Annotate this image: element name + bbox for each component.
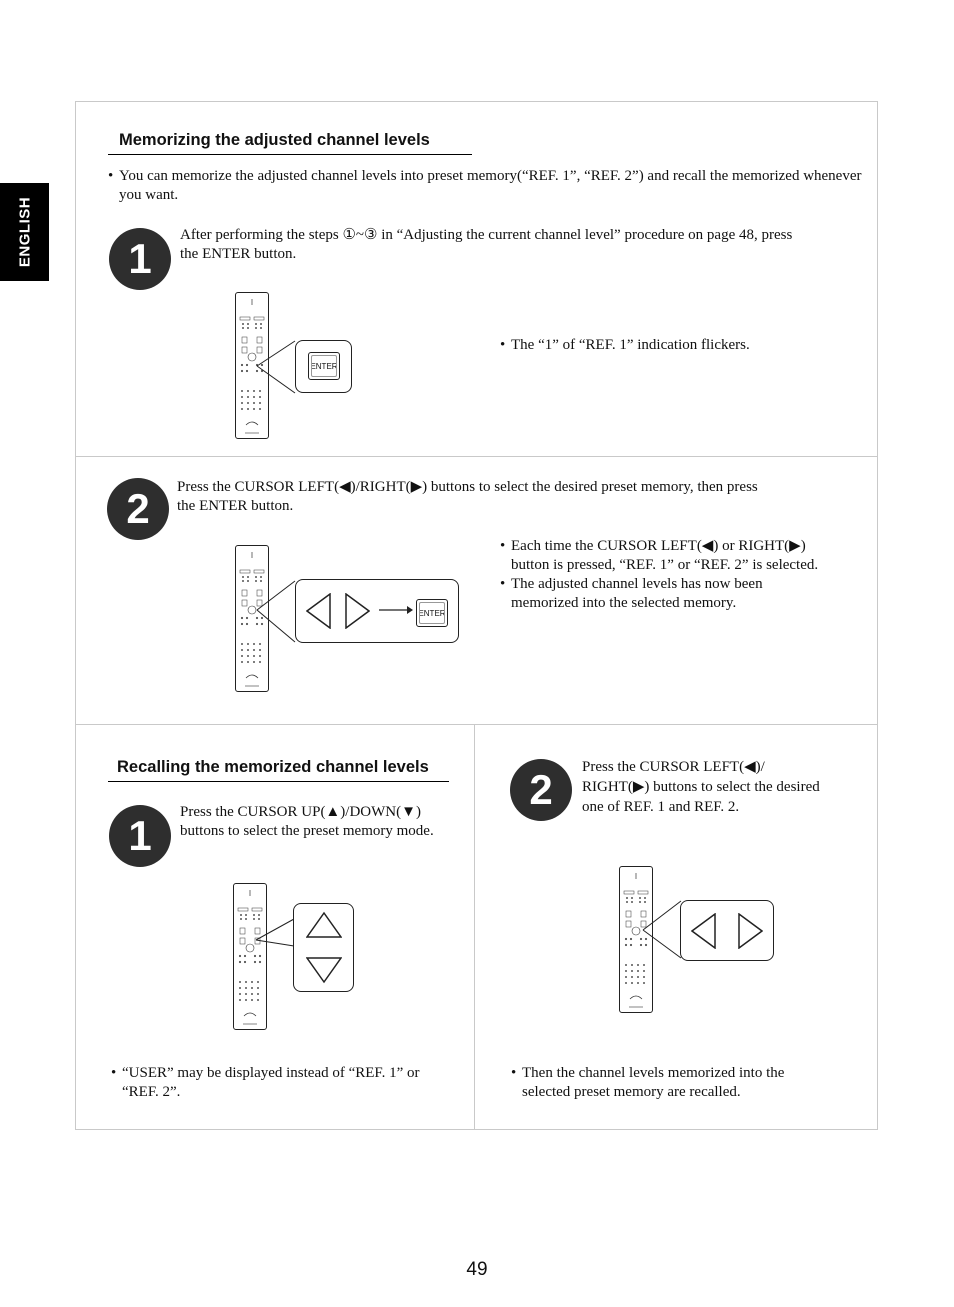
cursor-up-down-callout bbox=[293, 903, 354, 992]
step-note-line: “REF. 2”. bbox=[122, 1084, 181, 1100]
step-instruction-line: Press the CURSOR LEFT(◀)/ bbox=[582, 759, 765, 775]
step-note bbox=[511, 1064, 872, 1102]
step-note-line: • The adjusted channel levels has now been bbox=[511, 576, 763, 592]
step-number: 2 bbox=[107, 478, 169, 540]
step-note-line: • Each time the CURSOR LEFT(◀) or RIGHT(▶) bbox=[511, 538, 806, 554]
cursor-down-icon bbox=[306, 956, 342, 984]
section-heading-recalling: Recalling the memorized channel levels bbox=[108, 758, 449, 782]
step-note-line: memorized into the selected memory. bbox=[511, 595, 737, 611]
cursor-left-icon bbox=[306, 593, 332, 629]
step-note-line: button is pressed, “REF. 1” or “REF. 2” is selected. bbox=[511, 557, 819, 573]
step-instruction-line: RIGHT(▶) buttons to select the desired bbox=[582, 779, 820, 795]
step-instruction-line: the ENTER button. bbox=[177, 498, 294, 514]
enter-key-icon: ENTER bbox=[308, 352, 340, 380]
step-note-line: selected preset memory are recalled. bbox=[522, 1084, 741, 1100]
step-instruction bbox=[177, 478, 857, 516]
step-number: 1 bbox=[109, 805, 171, 867]
step-note: • The “1” of “REF. 1” indication flickers. bbox=[500, 336, 871, 355]
cursor-enter-callout bbox=[295, 579, 459, 643]
callout-leader bbox=[255, 340, 297, 396]
step-number: 1 bbox=[109, 228, 171, 290]
step-note-line: • “USER” may be displayed instead of “REF. 1” or bbox=[122, 1065, 420, 1081]
cursor-right-icon bbox=[737, 913, 763, 949]
step-instruction-line: Press the CURSOR LEFT(◀)/RIGHT(▶) buttons to select the desired preset memory, then press bbox=[177, 479, 758, 495]
step-instruction-line: Press the CURSOR UP(▲)/DOWN(▼) bbox=[180, 804, 421, 820]
divider bbox=[76, 456, 877, 457]
enter-key-icon: ENTER bbox=[416, 599, 448, 627]
language-tab bbox=[0, 183, 49, 281]
step-note bbox=[500, 537, 871, 575]
step-instruction bbox=[180, 226, 860, 264]
cursor-right-icon bbox=[344, 593, 370, 629]
intro-text: • You can memorize the adjusted channel levels into preset memory(“REF. 1”, “REF. 2”) and recall the memorized whenever you want. bbox=[108, 167, 864, 205]
step-note bbox=[111, 1064, 472, 1102]
step-instruction-line: After performing the steps ①~③ in “Adjusting the current channel level” procedure on page 48, press bbox=[180, 227, 793, 243]
step-note-line: • Then the channel levels memorized into the bbox=[522, 1065, 785, 1081]
cursor-up-icon bbox=[306, 911, 342, 939]
step-instruction bbox=[180, 803, 465, 841]
enter-callout bbox=[295, 340, 352, 393]
cursor-left-icon bbox=[691, 913, 717, 949]
step-instruction bbox=[582, 757, 862, 817]
callout-leader bbox=[641, 900, 683, 960]
section-heading-memorizing: Memorizing the adjusted channel levels bbox=[108, 131, 472, 155]
arrow-right-icon bbox=[378, 604, 414, 616]
column-divider bbox=[474, 725, 475, 1129]
step-instruction-line: buttons to select the preset memory mode. bbox=[180, 823, 434, 839]
step-note bbox=[500, 575, 871, 613]
cursor-left-right-callout bbox=[680, 900, 774, 961]
page-number: 49 bbox=[466, 1259, 488, 1280]
step-number: 2 bbox=[510, 759, 572, 821]
divider bbox=[76, 724, 877, 725]
callout-leader bbox=[254, 918, 296, 948]
step-instruction-line: the ENTER button. bbox=[180, 246, 297, 262]
remote-control-icon bbox=[233, 883, 267, 1030]
language-tab-label: ENGLISH bbox=[16, 196, 33, 268]
step-instruction-line: one of REF. 1 and REF. 2. bbox=[582, 799, 740, 815]
callout-leader bbox=[255, 580, 297, 644]
